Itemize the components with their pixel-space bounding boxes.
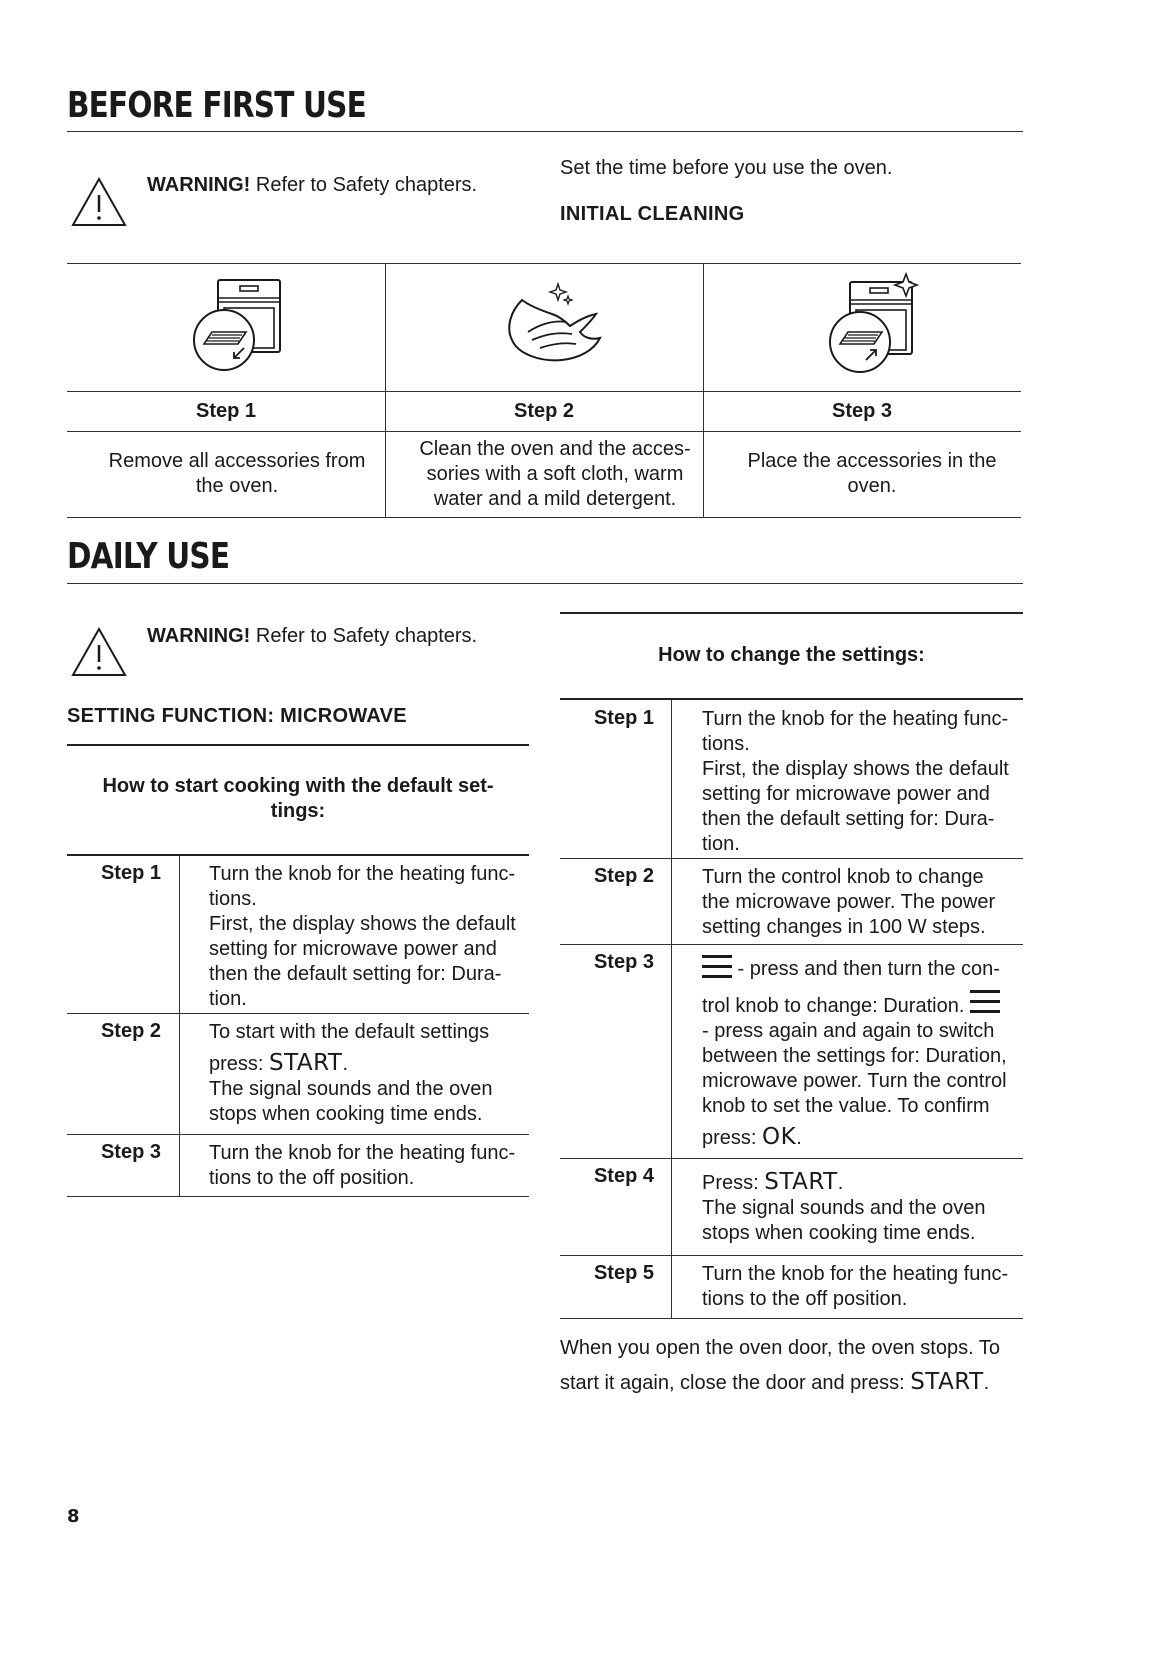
oven-remove-accessory-icon — [190, 276, 285, 376]
page-number: 8 — [67, 1506, 80, 1527]
change-step-5-text: Turn the knob for the heating func- tions to the off position. — [702, 1263, 1009, 1310]
warning-text — [147, 173, 477, 198]
default-step-1-label: Step 1 — [100, 862, 161, 884]
section-divider — [67, 131, 1023, 132]
door-note: When you open the oven door, the oven stops. To start it again, close the door and press: START. — [560, 1337, 1000, 1395]
setting-function-heading: SETTING FUNCTION: MICROWAVE — [67, 705, 407, 727]
change-step-2-label: Step 2 — [593, 865, 654, 887]
cleaning-step-2-text: Clean the oven and the acces-sories with a soft cloth, warm water and a mild detergent. — [419, 438, 691, 510]
start-display-text: START — [910, 1369, 984, 1395]
warning-label: WARNING! — [147, 174, 251, 196]
warning-text — [147, 624, 477, 649]
cleaning-step-2-label: Step 2 — [513, 400, 575, 422]
ok-display-text: OK — [762, 1124, 797, 1150]
change-step-3-label: Step 3 — [593, 951, 654, 973]
change-step-2-text: Turn the control knob to change the microwave power. The power setting changes in 100 W steps. — [702, 866, 996, 938]
change-step-4-label: Step 4 — [593, 1165, 654, 1187]
cleaning-step-3-text: Place the accessories in the oven. — [747, 450, 997, 497]
change-step-5-label: Step 5 — [593, 1262, 654, 1284]
warning-message: Refer to Safety chapters. — [250, 174, 478, 196]
section-divider — [67, 583, 1023, 584]
start-display-text: START — [269, 1050, 343, 1076]
default-step-3-label: Step 3 — [100, 1141, 161, 1163]
warning-triangle-icon — [70, 176, 128, 228]
set-time-text: Set the time before you use the oven. — [560, 157, 893, 179]
default-step-1-text: Turn the knob for the heating func- tions. First, the display shows the default setting for microwave power and then the default setting for: Dura- tion. — [209, 863, 516, 1010]
default-step-2-text: To start with the default settings press: START. The signal sounds and the oven stops when cooking time ends. — [209, 1021, 493, 1125]
warning-triangle-icon — [70, 626, 128, 678]
change-step-3-text: - press and then turn the con- trol knob to change: Duration. - press again and again to switch between the settings for: Duration, microwave power. Turn the control knob to set the value. To confirm press: OK. — [702, 955, 1020, 1151]
initial-cleaning-heading: INITIAL CLEANING — [560, 203, 745, 225]
change-step-1-text: Turn the knob for the heating func- tions. First, the display shows the default setting for microwave power and then the default setting for: Dura- tion. — [702, 708, 1009, 855]
cleaning-step-3-label: Step 3 — [831, 400, 893, 422]
cleaning-hand-cloth-icon — [500, 280, 610, 370]
default-table-header: How to start cooking with the default set-tings: — [102, 775, 494, 822]
section-title-before-first-use: BEFORE FIRST USE — [67, 85, 366, 126]
cleaning-step-1-label: Step 1 — [195, 400, 257, 422]
section-title-daily-use: DAILY USE — [67, 536, 230, 577]
change-step-1-label: Step 1 — [593, 707, 654, 729]
default-step-3-text: Turn the knob for the heating func- tions to the off position. — [209, 1142, 516, 1189]
warning-label: WARNING! — [147, 625, 251, 647]
menu-icon — [702, 955, 732, 979]
cleaning-step-1-text: Remove all accessories from the oven. — [108, 450, 366, 497]
start-display-text: START — [764, 1169, 838, 1195]
menu-icon — [970, 990, 1000, 1014]
warning-message: Refer to Safety chapters. — [250, 625, 478, 647]
default-step-2-label: Step 2 — [100, 1020, 161, 1042]
oven-insert-accessory-icon — [824, 272, 924, 376]
change-table-header: How to change the settings: — [658, 644, 925, 666]
change-step-4-text: Press: START. The signal sounds and the oven stops when cooking time ends. — [702, 1169, 986, 1244]
